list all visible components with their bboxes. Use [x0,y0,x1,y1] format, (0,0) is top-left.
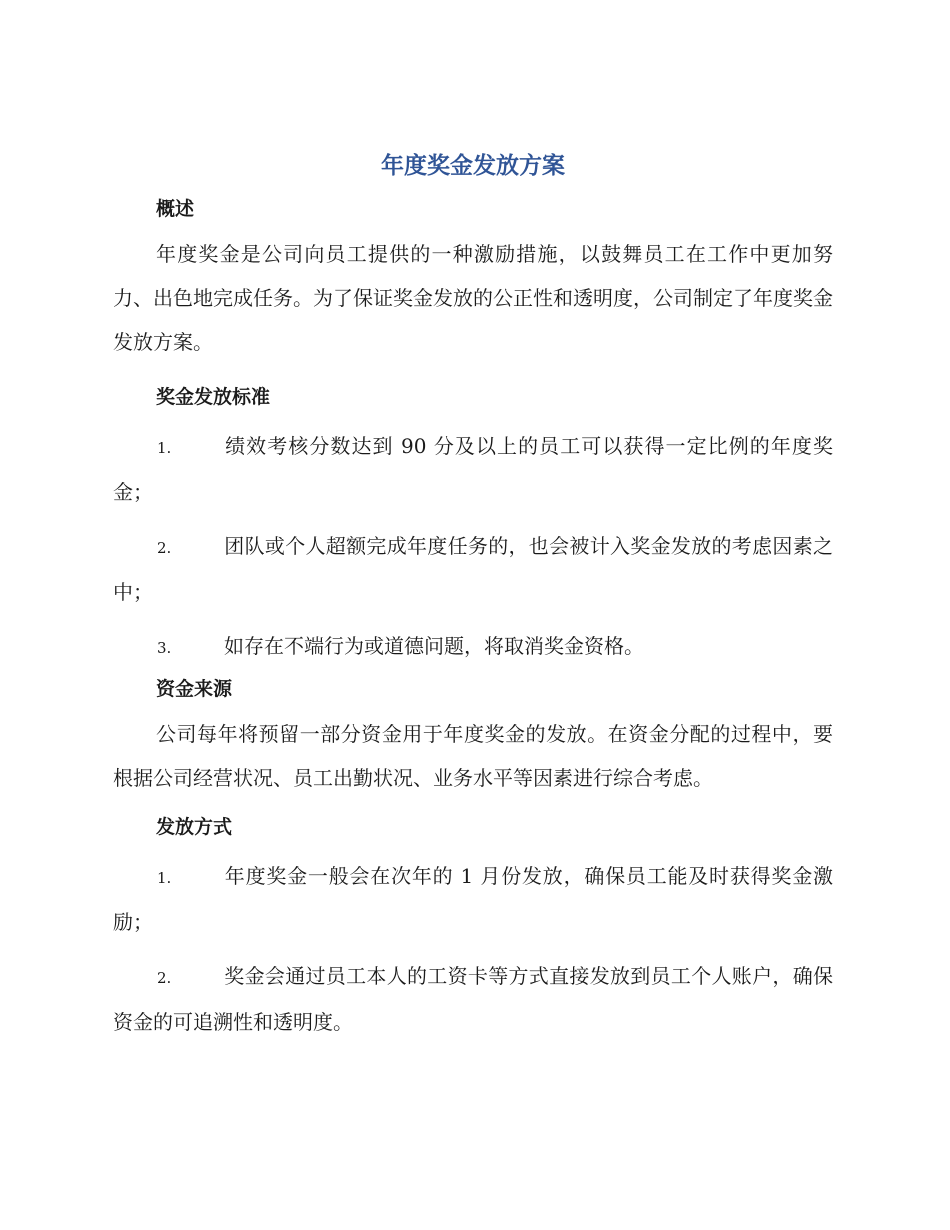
list-item [113,424,833,514]
list-item-number: 1. [157,869,172,887]
section-heading-method: 发放方式 [156,816,233,838]
list-item-text: 绩效考核分数达到 90 分及以上的员工可以获得一定比例的年度奖金； [113,434,833,504]
list-item [113,524,833,614]
list-item-text: 年度奖金一般会在次年的 1 月份发放，确保员工能及时获得奖金激励； [113,864,833,934]
section-heading-standards: 奖金发放标准 [156,386,271,408]
document-page [113,148,833,1044]
list-item-number: 2. [157,969,172,987]
section-heading-overview: 概述 [156,198,195,220]
document-title: 年度奖金发放方案 [381,153,565,179]
list-item-text: 团队或个人超额完成年度任务的，也会被计入奖金发放的考虑因素之中； [113,534,833,604]
list-item [113,954,833,1044]
overview-paragraph: 年度奖金是公司向员工提供的一种激励措施，以鼓舞员工在工作中更加努力、出色地完成任务。为了保证奖金发放的公正性和透明度，公司制定了年度奖金发放方案。 [113,242,833,354]
list-item-text: 如存在不端行为或道德问题，将取消奖金资格。 [224,634,644,658]
list-item-text: 奖金会通过员工本人的工资卡等方式直接发放到员工个人账户，确保资金的可追溯性和透明度。 [113,964,833,1034]
list-item-number: 3. [157,639,172,657]
list-item-number: 1. [157,439,172,457]
list-item [113,854,833,944]
list-item [113,624,833,670]
list-item-number: 2. [157,539,172,557]
section-heading-funding: 资金来源 [156,678,233,700]
funding-paragraph: 公司每年将预留一部分资金用于年度奖金的发放。在资金分配的过程中，要根据公司经营状况、员工出勤状况、业务水平等因素进行综合考虑。 [113,722,833,790]
